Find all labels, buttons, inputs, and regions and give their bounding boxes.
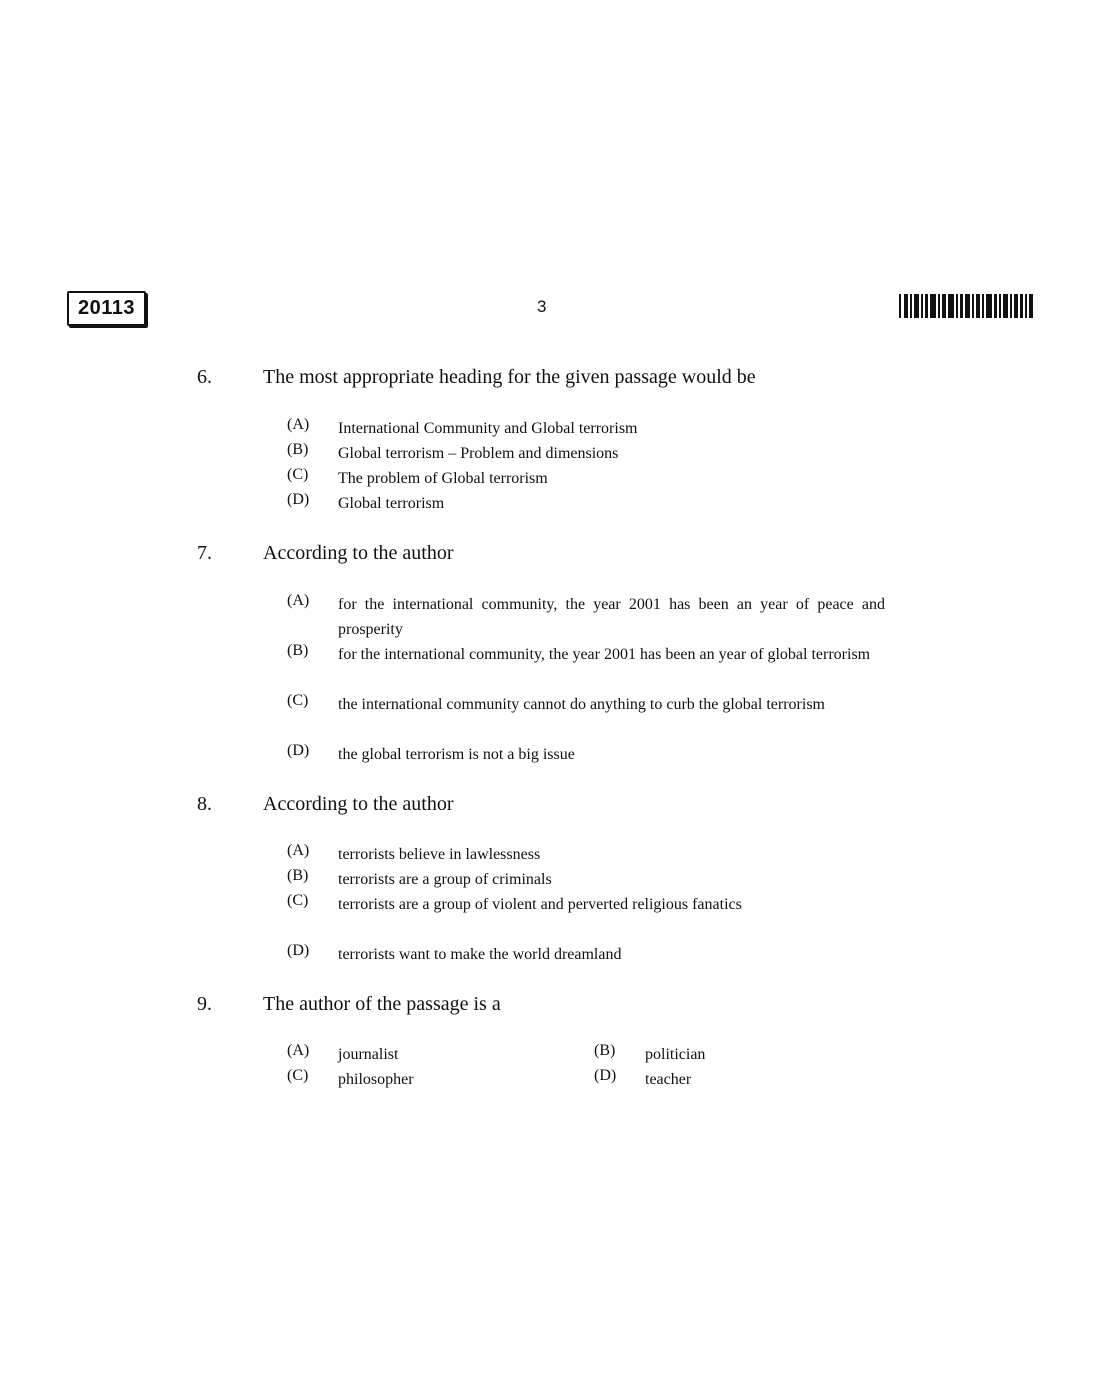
option-label: (B)	[287, 441, 309, 458]
option-text: International Community and Global terrorism	[338, 420, 638, 437]
question-number: 6.	[197, 366, 212, 388]
option-text: the international community cannot do anything to curb the global terrorism	[338, 696, 825, 713]
option-text: teacher	[645, 1071, 692, 1088]
option-label: (D)	[287, 491, 310, 508]
barcode	[899, 294, 1033, 318]
option-text: politician	[645, 1046, 706, 1063]
option-text: journalist	[338, 1046, 399, 1063]
question-text: The most appropriate heading for the given passage would be	[263, 366, 756, 388]
paper-code-box: 20113	[67, 291, 146, 326]
question-number: 9.	[197, 993, 212, 1015]
question-text: According to the author	[263, 542, 454, 564]
option-text: for the international community, the year 2001 has been an year of peace and prosperity	[338, 596, 885, 638]
option-label: (A)	[287, 416, 310, 433]
option-text: for the international community, the year 2001 has been an year of global terrorism	[338, 646, 871, 663]
question-number: 8.	[197, 793, 212, 815]
question-text: According to the author	[263, 793, 454, 815]
option-label: (B)	[287, 867, 309, 884]
option-label: (A)	[287, 842, 310, 859]
option-label: (B)	[594, 1042, 616, 1059]
option-text: Global terrorism – Problem and dimensions	[338, 445, 619, 462]
option-label: (C)	[287, 1067, 309, 1084]
option-label: (A)	[287, 592, 310, 609]
option-text: terrorists want to make the world dreamland	[338, 946, 622, 963]
option-text: the global terrorism is not a big issue	[338, 746, 575, 763]
option-text: Global terrorism	[338, 495, 445, 512]
option-label: (C)	[287, 466, 309, 483]
option-text: The problem of Global terrorism	[338, 470, 548, 487]
option-label: (B)	[287, 642, 309, 659]
option-text: terrorists are a group of violent and perverted religious fanatics	[338, 896, 742, 913]
option-label: (C)	[287, 692, 309, 709]
question-number: 7.	[197, 542, 212, 564]
option-label: (A)	[287, 1042, 310, 1059]
option-label: (D)	[287, 742, 310, 759]
option-label: (D)	[594, 1067, 617, 1084]
option-text: terrorists believe in lawlessness	[338, 846, 541, 863]
option-text: philosopher	[338, 1071, 414, 1088]
question-text: The author of the passage is a	[263, 993, 501, 1015]
option-label: (D)	[287, 942, 310, 959]
page-number: 3	[537, 297, 547, 316]
option-label: (C)	[287, 892, 309, 909]
option-text: terrorists are a group of criminals	[338, 871, 552, 888]
